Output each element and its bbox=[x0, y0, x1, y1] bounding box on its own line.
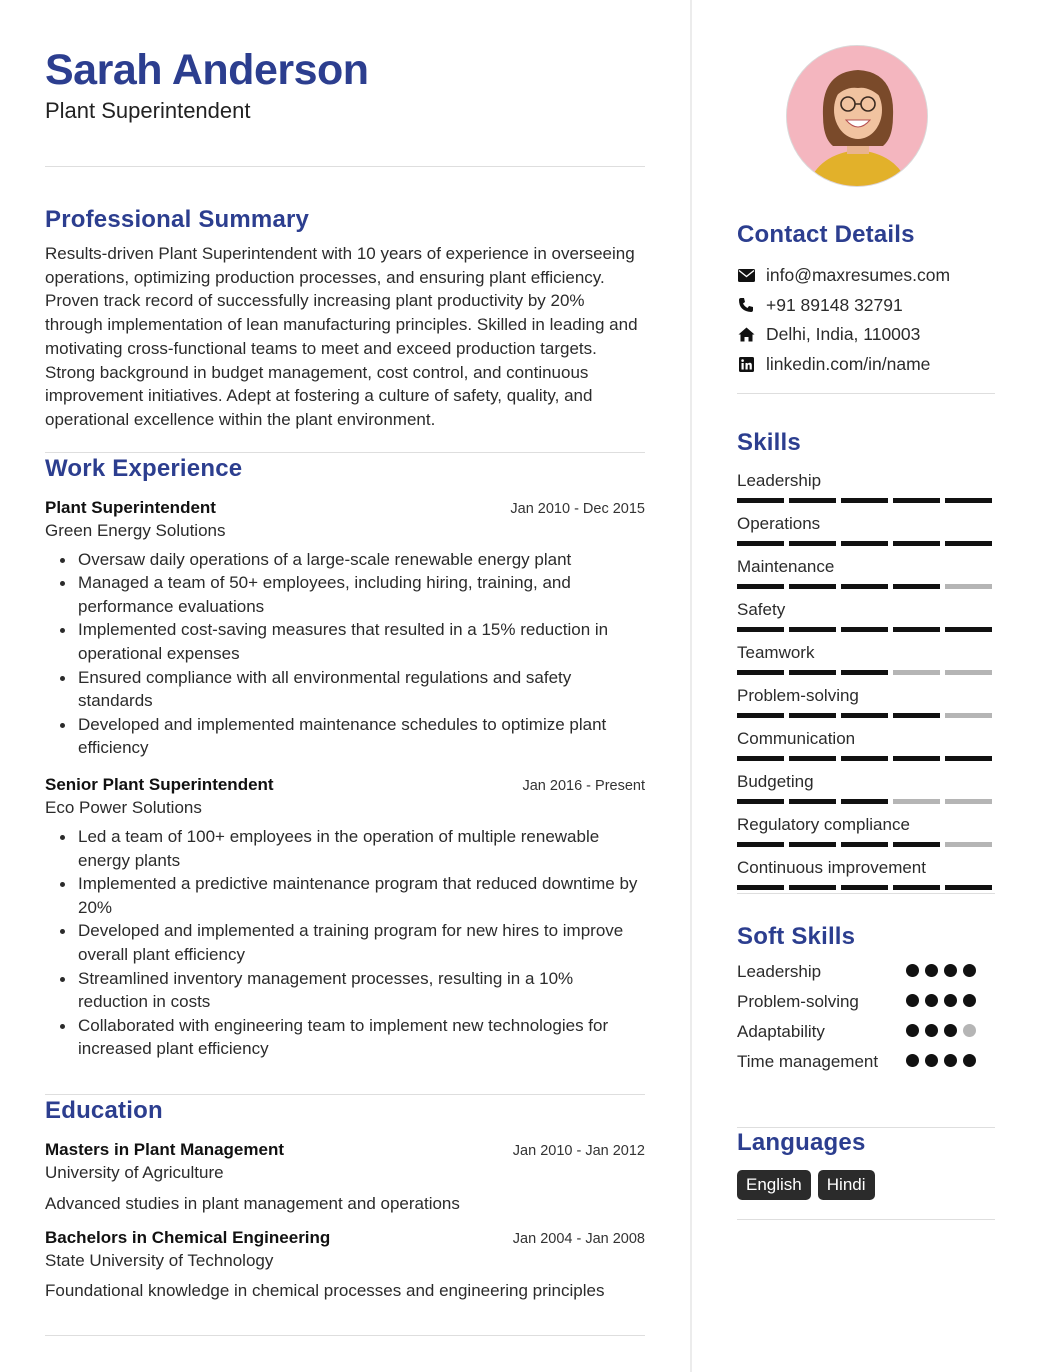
rating-dot-filled bbox=[944, 1054, 957, 1067]
rating-dot-filled bbox=[906, 1054, 919, 1067]
skill-row bbox=[737, 598, 995, 641]
job-bullet: Oversaw daily operations of a large-scale renewable energy plant bbox=[45, 548, 645, 572]
skill-segment-empty bbox=[893, 670, 940, 675]
soft-skill-dots bbox=[906, 1054, 976, 1067]
skill-row bbox=[737, 856, 995, 899]
skill-level-bar bbox=[737, 756, 992, 761]
job-bullet: Developed and implemented a training program for new hires to improve overall plant efficiency bbox=[45, 919, 645, 966]
job-bullet: Implemented a predictive maintenance program that reduced downtime by 20% bbox=[45, 872, 645, 919]
soft-skill-dots bbox=[906, 994, 976, 1007]
education-section bbox=[45, 1096, 645, 1302]
job-bullet: Ensured compliance with all environmental regulations and safety standards bbox=[45, 666, 645, 713]
skill-label: Maintenance bbox=[737, 557, 835, 576]
skill-segment-filled bbox=[945, 498, 992, 503]
job-bullets bbox=[45, 548, 645, 760]
soft-skills-heading: Soft Skills bbox=[737, 923, 856, 950]
profile-photo bbox=[786, 45, 928, 187]
school-name: University of Agriculture bbox=[45, 1162, 224, 1182]
job-entry bbox=[45, 496, 645, 760]
sidebar-divider bbox=[737, 1219, 995, 1220]
skill-segment-filled bbox=[841, 627, 888, 632]
rating-dot-filled bbox=[906, 964, 919, 977]
education-heading: Education bbox=[45, 1096, 163, 1124]
avatar-portrait bbox=[787, 46, 928, 187]
rating-dot-filled bbox=[906, 994, 919, 1007]
skill-segment-empty bbox=[893, 799, 940, 804]
school-name: State University of Technology bbox=[45, 1250, 274, 1270]
skill-segment-filled bbox=[841, 799, 888, 804]
skill-segment-filled bbox=[789, 799, 836, 804]
soft-skill-label: Leadership bbox=[737, 962, 822, 981]
skill-label: Budgeting bbox=[737, 772, 814, 791]
job-dates: Jan 2010 - Dec 2015 bbox=[510, 500, 645, 517]
skill-segment-filled bbox=[893, 627, 940, 632]
skills-heading: Skills bbox=[737, 429, 801, 456]
skill-segment-filled bbox=[789, 713, 836, 718]
education-entry bbox=[45, 1138, 645, 1215]
skill-segment-filled bbox=[945, 541, 992, 546]
contact-phone-text: +91 89148 32791 bbox=[766, 294, 903, 315]
skill-level-bar bbox=[737, 627, 992, 632]
skill-segment-filled bbox=[737, 541, 784, 546]
rating-dot-filled bbox=[963, 994, 976, 1007]
degree-name: Masters in Plant Management bbox=[45, 1139, 285, 1159]
skill-segment-filled bbox=[789, 885, 836, 890]
skill-level-bar bbox=[737, 713, 992, 718]
section-divider bbox=[45, 1335, 645, 1336]
soft-skill-row bbox=[737, 990, 995, 1020]
job-role: Plant Superintendent bbox=[45, 497, 216, 517]
skill-segment-filled bbox=[841, 584, 888, 589]
rating-dot-filled bbox=[944, 994, 957, 1007]
skill-label: Leadership bbox=[737, 471, 822, 490]
section-divider bbox=[45, 452, 645, 453]
soft-skill-row bbox=[737, 960, 995, 990]
skill-segment-filled bbox=[893, 541, 940, 546]
skills-section bbox=[737, 428, 995, 894]
job-bullet: Managed a team of 50+ employees, including hiring, training, and performance evaluations bbox=[45, 571, 645, 618]
languages-section bbox=[737, 1128, 995, 1220]
skill-label: Problem-solving bbox=[737, 686, 859, 705]
job-role: Senior Plant Superintendent bbox=[45, 774, 274, 794]
skill-segment-filled bbox=[737, 799, 784, 804]
skill-segment-filled bbox=[893, 885, 940, 890]
skill-level-bar bbox=[737, 541, 992, 546]
job-entry bbox=[45, 773, 645, 1061]
header-divider bbox=[45, 166, 645, 167]
rating-dot-filled bbox=[963, 1054, 976, 1067]
skill-segment-filled bbox=[945, 627, 992, 632]
job-dates: Jan 2016 - Present bbox=[522, 777, 645, 794]
contact-linkedin[interactable] bbox=[737, 350, 995, 380]
soft-skill-row bbox=[737, 1050, 995, 1080]
contact-address bbox=[737, 320, 995, 350]
skill-row bbox=[737, 469, 995, 512]
envelope-icon bbox=[737, 267, 755, 285]
education-dates: Jan 2010 - Jan 2012 bbox=[512, 1142, 645, 1159]
soft-skill-label: Problem-solving bbox=[737, 992, 859, 1011]
summary-heading: Professional Summary bbox=[45, 206, 310, 233]
contact-address-text: Delhi, India, 110003 bbox=[766, 324, 921, 345]
skill-segment-filled bbox=[789, 670, 836, 675]
rating-dot-filled bbox=[906, 1024, 919, 1037]
job-company: Green Energy Solutions bbox=[45, 520, 226, 540]
skill-segment-filled bbox=[893, 713, 940, 718]
skill-segment-filled bbox=[737, 498, 784, 503]
skill-segment-filled bbox=[945, 885, 992, 890]
rating-dot-filled bbox=[925, 1054, 938, 1067]
skill-segment-filled bbox=[841, 498, 888, 503]
skill-segment-empty bbox=[945, 842, 992, 847]
skill-segment-filled bbox=[737, 713, 784, 718]
degree-name: Bachelors in Chemical Engineering bbox=[45, 1227, 331, 1247]
skill-segment-filled bbox=[737, 627, 784, 632]
skill-level-bar bbox=[737, 799, 992, 804]
soft-skill-dots bbox=[906, 964, 976, 977]
languages-list bbox=[737, 1170, 995, 1200]
job-bullet: Streamlined inventory management processes, resulting in a 10% reduction in costs bbox=[45, 967, 645, 1014]
summary-section bbox=[45, 205, 645, 432]
skill-segment-filled bbox=[789, 627, 836, 632]
skill-level-bar bbox=[737, 842, 992, 847]
candidate-title: Plant Superintendent bbox=[45, 98, 251, 123]
rating-dot-filled bbox=[925, 1024, 938, 1037]
skill-segment-filled bbox=[841, 885, 888, 890]
column-divider bbox=[690, 0, 692, 1372]
skill-segment-filled bbox=[893, 756, 940, 761]
education-dates: Jan 2004 - Jan 2008 bbox=[512, 1230, 645, 1247]
skills-list bbox=[737, 469, 995, 899]
language-tag: Hindi bbox=[818, 1170, 875, 1200]
skill-segment-empty bbox=[945, 584, 992, 589]
rating-dot-filled bbox=[925, 994, 938, 1007]
skill-segment-empty bbox=[945, 670, 992, 675]
main-column bbox=[45, 44, 645, 1336]
skill-segment-filled bbox=[841, 756, 888, 761]
contact-linkedin-text: linkedin.com/in/name bbox=[766, 354, 931, 375]
contact-heading: Contact Details bbox=[737, 221, 915, 248]
home-icon bbox=[737, 326, 755, 344]
section-divider bbox=[45, 1094, 645, 1095]
education-entry bbox=[45, 1226, 645, 1302]
job-company: Eco Power Solutions bbox=[45, 797, 202, 817]
skill-segment-filled bbox=[789, 584, 836, 589]
skill-segment-filled bbox=[737, 842, 784, 847]
skill-row bbox=[737, 641, 995, 684]
soft-skill-row bbox=[737, 1020, 995, 1050]
skill-segment-filled bbox=[737, 670, 784, 675]
soft-skill-label: Time management bbox=[737, 1052, 879, 1071]
skill-segment-empty bbox=[945, 713, 992, 718]
skill-row bbox=[737, 555, 995, 598]
skill-level-bar bbox=[737, 885, 992, 890]
job-bullet: Implemented cost-saving measures that resulted in a 15% reduction in operational expenses bbox=[45, 618, 645, 665]
skill-segment-filled bbox=[841, 842, 888, 847]
sidebar-divider bbox=[737, 393, 995, 394]
skill-segment-empty bbox=[945, 799, 992, 804]
skill-label: Safety bbox=[737, 600, 786, 619]
skill-segment-filled bbox=[789, 541, 836, 546]
skill-row bbox=[737, 512, 995, 555]
contact-phone[interactable] bbox=[737, 291, 995, 321]
soft-skills-section bbox=[737, 922, 995, 1080]
skill-segment-filled bbox=[893, 842, 940, 847]
skill-level-bar bbox=[737, 670, 992, 675]
skill-level-bar bbox=[737, 584, 992, 589]
rating-dot-filled bbox=[963, 964, 976, 977]
linkedin-icon bbox=[737, 356, 755, 374]
skill-segment-filled bbox=[893, 584, 940, 589]
job-bullets bbox=[45, 825, 645, 1061]
experience-heading: Work Experience bbox=[45, 454, 243, 482]
contact-section bbox=[737, 220, 995, 394]
rating-dot-empty bbox=[963, 1024, 976, 1037]
contact-email[interactable] bbox=[737, 261, 995, 291]
skill-row bbox=[737, 813, 995, 856]
skill-segment-filled bbox=[893, 498, 940, 503]
skill-segment-filled bbox=[789, 498, 836, 503]
skill-row bbox=[737, 727, 995, 770]
contact-email-text: info@maxresumes.com bbox=[766, 265, 951, 286]
skill-segment-filled bbox=[737, 584, 784, 589]
skill-row bbox=[737, 684, 995, 727]
language-tag: English bbox=[737, 1170, 811, 1200]
soft-skills-list bbox=[737, 960, 995, 1080]
skill-label: Continuous improvement bbox=[737, 858, 926, 877]
soft-skill-dots bbox=[906, 1024, 976, 1037]
job-bullet: Developed and implemented maintenance schedules to optimize plant efficiency bbox=[45, 713, 645, 760]
education-description: Foundational knowledge in chemical processes and engineering principles bbox=[45, 1280, 605, 1300]
job-bullet: Led a team of 100+ employees in the operation of multiple renewable energy plants bbox=[45, 825, 645, 872]
skill-label: Communication bbox=[737, 729, 856, 748]
soft-skill-label: Adaptability bbox=[737, 1022, 825, 1041]
skill-label: Operations bbox=[737, 514, 821, 533]
skill-segment-filled bbox=[737, 756, 784, 761]
education-description: Advanced studies in plant management and operations bbox=[45, 1193, 460, 1213]
skill-row bbox=[737, 770, 995, 813]
skill-label: Teamwork bbox=[737, 643, 815, 662]
skill-segment-filled bbox=[737, 885, 784, 890]
summary-text: Results-driven Plant Superintendent with 10 years of experience in overseeing operations, optimizing production processes, and ensuring plant efficiency. Proven track record of successfully increasing plant productivity by 20% through implementation of lean manufacturing principles. Skilled in leading and motivating cross-functional teams to meet and exceed production targets. Strong background in budget management, cost control, and continuous improvement initiatives. Adept at fostering a culture of safety, quality, and operational excellence within the plant environment. bbox=[45, 244, 638, 429]
skill-label: Regulatory compliance bbox=[737, 815, 910, 834]
candidate-name: Sarah Anderson bbox=[45, 46, 369, 94]
rating-dot-filled bbox=[944, 964, 957, 977]
skill-segment-filled bbox=[841, 670, 888, 675]
skill-segment-filled bbox=[789, 842, 836, 847]
skill-segment-filled bbox=[841, 713, 888, 718]
experience-section bbox=[45, 454, 645, 1061]
languages-heading: Languages bbox=[737, 1129, 866, 1156]
rating-dot-filled bbox=[925, 964, 938, 977]
phone-icon bbox=[737, 296, 755, 314]
job-bullet: Collaborated with engineering team to implement new technologies for increased plant efficiency bbox=[45, 1014, 645, 1061]
skill-level-bar bbox=[737, 498, 992, 503]
skill-segment-filled bbox=[841, 541, 888, 546]
skill-segment-filled bbox=[789, 756, 836, 761]
skill-segment-filled bbox=[945, 756, 992, 761]
rating-dot-filled bbox=[944, 1024, 957, 1037]
